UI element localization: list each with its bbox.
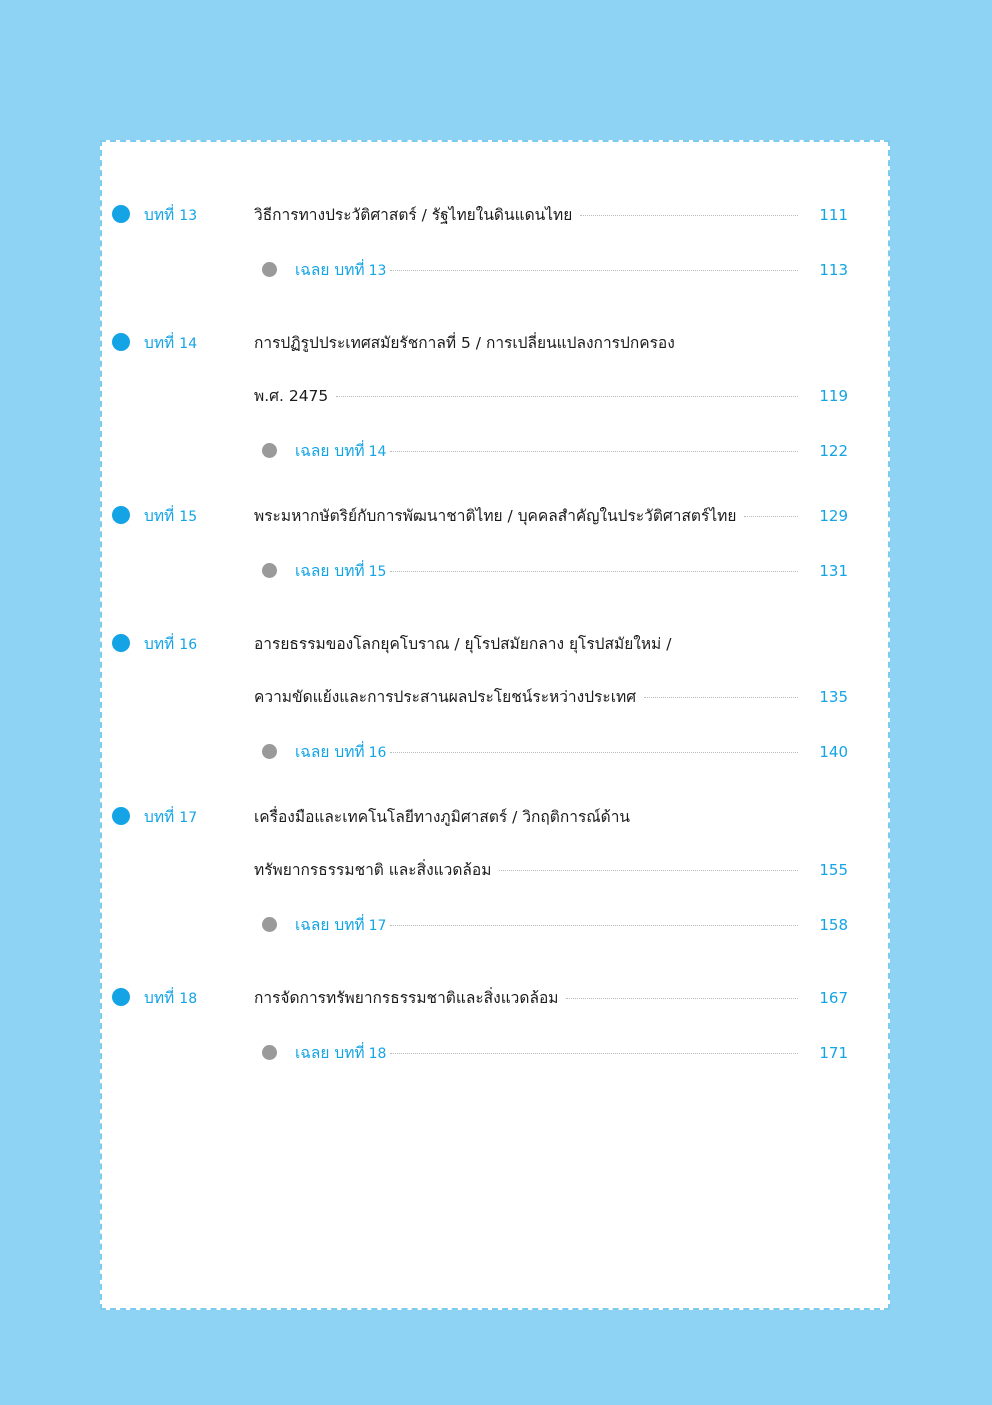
leader-dots (499, 870, 798, 871)
toc-row-continuation (112, 383, 848, 408)
toc-entry (112, 631, 848, 764)
toc-row-chapter (112, 985, 848, 1010)
bullet-icon (262, 917, 277, 932)
leader-dots (744, 516, 798, 517)
chapter-word: บทที่ (144, 334, 175, 352)
chapter-word: บทที่ (144, 808, 175, 826)
bullet-icon (262, 563, 277, 578)
chapter-label (144, 330, 254, 355)
spacer (112, 463, 848, 503)
page-number: 158 (819, 916, 848, 934)
chapter-number: 16 (179, 637, 198, 653)
chapter-number: 15 (179, 509, 198, 525)
page-number: 155 (819, 861, 848, 879)
leader-dots (644, 697, 798, 698)
bullet-icon (112, 634, 130, 652)
chapter-label (144, 804, 254, 829)
toc-row-answerkey (112, 912, 848, 937)
chapter-title: การปฏิรูปประเทศสมัยรัชกาลที่ 5 / การเปลี่ยนแปลงการปกครอง (254, 334, 675, 352)
document-page (100, 140, 890, 1310)
leader-dots (566, 998, 798, 999)
leader-dots (390, 270, 798, 271)
toc-entry (112, 202, 848, 282)
page-number: 129 (819, 507, 848, 525)
toc-row-chapter (112, 804, 848, 829)
chapter-number: 17 (179, 810, 198, 826)
chapter-title: พระมหากษัตริย์กับการพัฒนาชาติไทย / บุคคลสำคัญในประวัติศาสตร์ไทย (254, 507, 737, 525)
bullet-icon (112, 988, 130, 1006)
page-number: 140 (819, 743, 848, 761)
chapter-title-line2: พ.ศ. 2475 (254, 387, 329, 405)
page-number: 111 (819, 206, 848, 224)
chapter-label (144, 503, 254, 528)
toc-entry (112, 503, 848, 583)
answerkey-word: เฉลย บทที่ (295, 562, 365, 580)
leader-dots (390, 1053, 798, 1054)
toc-row-chapter (112, 202, 848, 227)
answerkey-label (295, 438, 386, 463)
bullet-icon (112, 333, 130, 351)
chapter-title: การจัดการทรัพยากรธรรมชาติและสิ่งแวดล้อม (254, 989, 559, 1007)
bullet-icon (262, 1045, 277, 1060)
bullet-icon (262, 443, 277, 458)
chapter-label (144, 985, 254, 1010)
answerkey-number: 13 (368, 263, 387, 279)
answerkey-word: เฉลย บทที่ (295, 743, 365, 761)
spacer (112, 937, 848, 985)
bullet-icon (262, 262, 277, 277)
answerkey-number: 16 (368, 745, 387, 761)
chapter-number: 18 (179, 991, 198, 1007)
toc-row-answerkey (112, 438, 848, 463)
chapter-title: เครื่องมือและเทคโนโลยีทางภูมิศาสตร์ / วิกฤติการณ์ด้าน (254, 808, 631, 826)
toc-row-answerkey (112, 257, 848, 282)
spacer (112, 764, 848, 804)
page-number: 135 (819, 688, 848, 706)
answerkey-label (295, 257, 386, 282)
toc-row-chapter (112, 631, 848, 656)
toc-row-answerkey (112, 1040, 848, 1065)
table-of-contents (102, 142, 888, 1065)
answerkey-label (295, 1040, 386, 1065)
answerkey-word: เฉลย บทที่ (295, 442, 365, 460)
leader-dots (336, 396, 798, 397)
spacer (112, 282, 848, 330)
answerkey-number: 17 (368, 918, 387, 934)
answerkey-number: 14 (368, 444, 387, 460)
spacer (112, 583, 848, 631)
chapter-word: บทที่ (144, 989, 175, 1007)
leader-dots (390, 571, 798, 572)
answerkey-label (295, 558, 386, 583)
chapter-number: 14 (179, 336, 198, 352)
toc-row-continuation (112, 684, 848, 709)
leader-dots (390, 752, 798, 753)
page-number: 119 (819, 387, 848, 405)
answerkey-label (295, 912, 386, 937)
page-number: 131 (819, 562, 848, 580)
bullet-icon (112, 807, 130, 825)
page-number: 122 (819, 442, 848, 460)
toc-row-answerkey (112, 739, 848, 764)
chapter-word: บทที่ (144, 206, 175, 224)
toc-row-chapter (112, 503, 848, 528)
leader-dots (390, 925, 798, 926)
toc-row-answerkey (112, 558, 848, 583)
answerkey-word: เฉลย บทที่ (295, 1044, 365, 1062)
page-number: 113 (819, 261, 848, 279)
toc-entry (112, 330, 848, 463)
chapter-title: วิธีการทางประวัติศาสตร์ / รัฐไทยในดินแดนไทย (254, 206, 573, 224)
leader-dots (580, 215, 798, 216)
bullet-icon (112, 205, 130, 223)
chapter-label (144, 631, 254, 656)
chapter-number: 13 (179, 208, 198, 224)
answerkey-label (295, 739, 386, 764)
toc-entry (112, 985, 848, 1065)
answerkey-number: 15 (368, 564, 387, 580)
toc-row-continuation (112, 857, 848, 882)
answerkey-number: 18 (368, 1046, 387, 1062)
answerkey-word: เฉลย บทที่ (295, 916, 365, 934)
answerkey-word: เฉลย บทที่ (295, 261, 365, 279)
bullet-icon (262, 744, 277, 759)
chapter-word: บทที่ (144, 635, 175, 653)
page-number: 171 (819, 1044, 848, 1062)
bullet-icon (112, 506, 130, 524)
toc-entry (112, 804, 848, 937)
page-number: 167 (819, 989, 848, 1007)
leader-dots (390, 451, 798, 452)
chapter-title: อารยธรรมของโลกยุคโบราณ / ยุโรปสมัยกลาง ยุโรปสมัยใหม่ / (254, 635, 672, 653)
chapter-title-line2: ความขัดแย้งและการประสานผลประโยชน์ระหว่างประเทศ (254, 688, 637, 706)
chapter-word: บทที่ (144, 507, 175, 525)
chapter-label (144, 202, 254, 227)
chapter-title-line2: ทรัพยากรธรรมชาติ และสิ่งแวดล้อม (254, 861, 492, 879)
toc-row-chapter (112, 330, 848, 355)
